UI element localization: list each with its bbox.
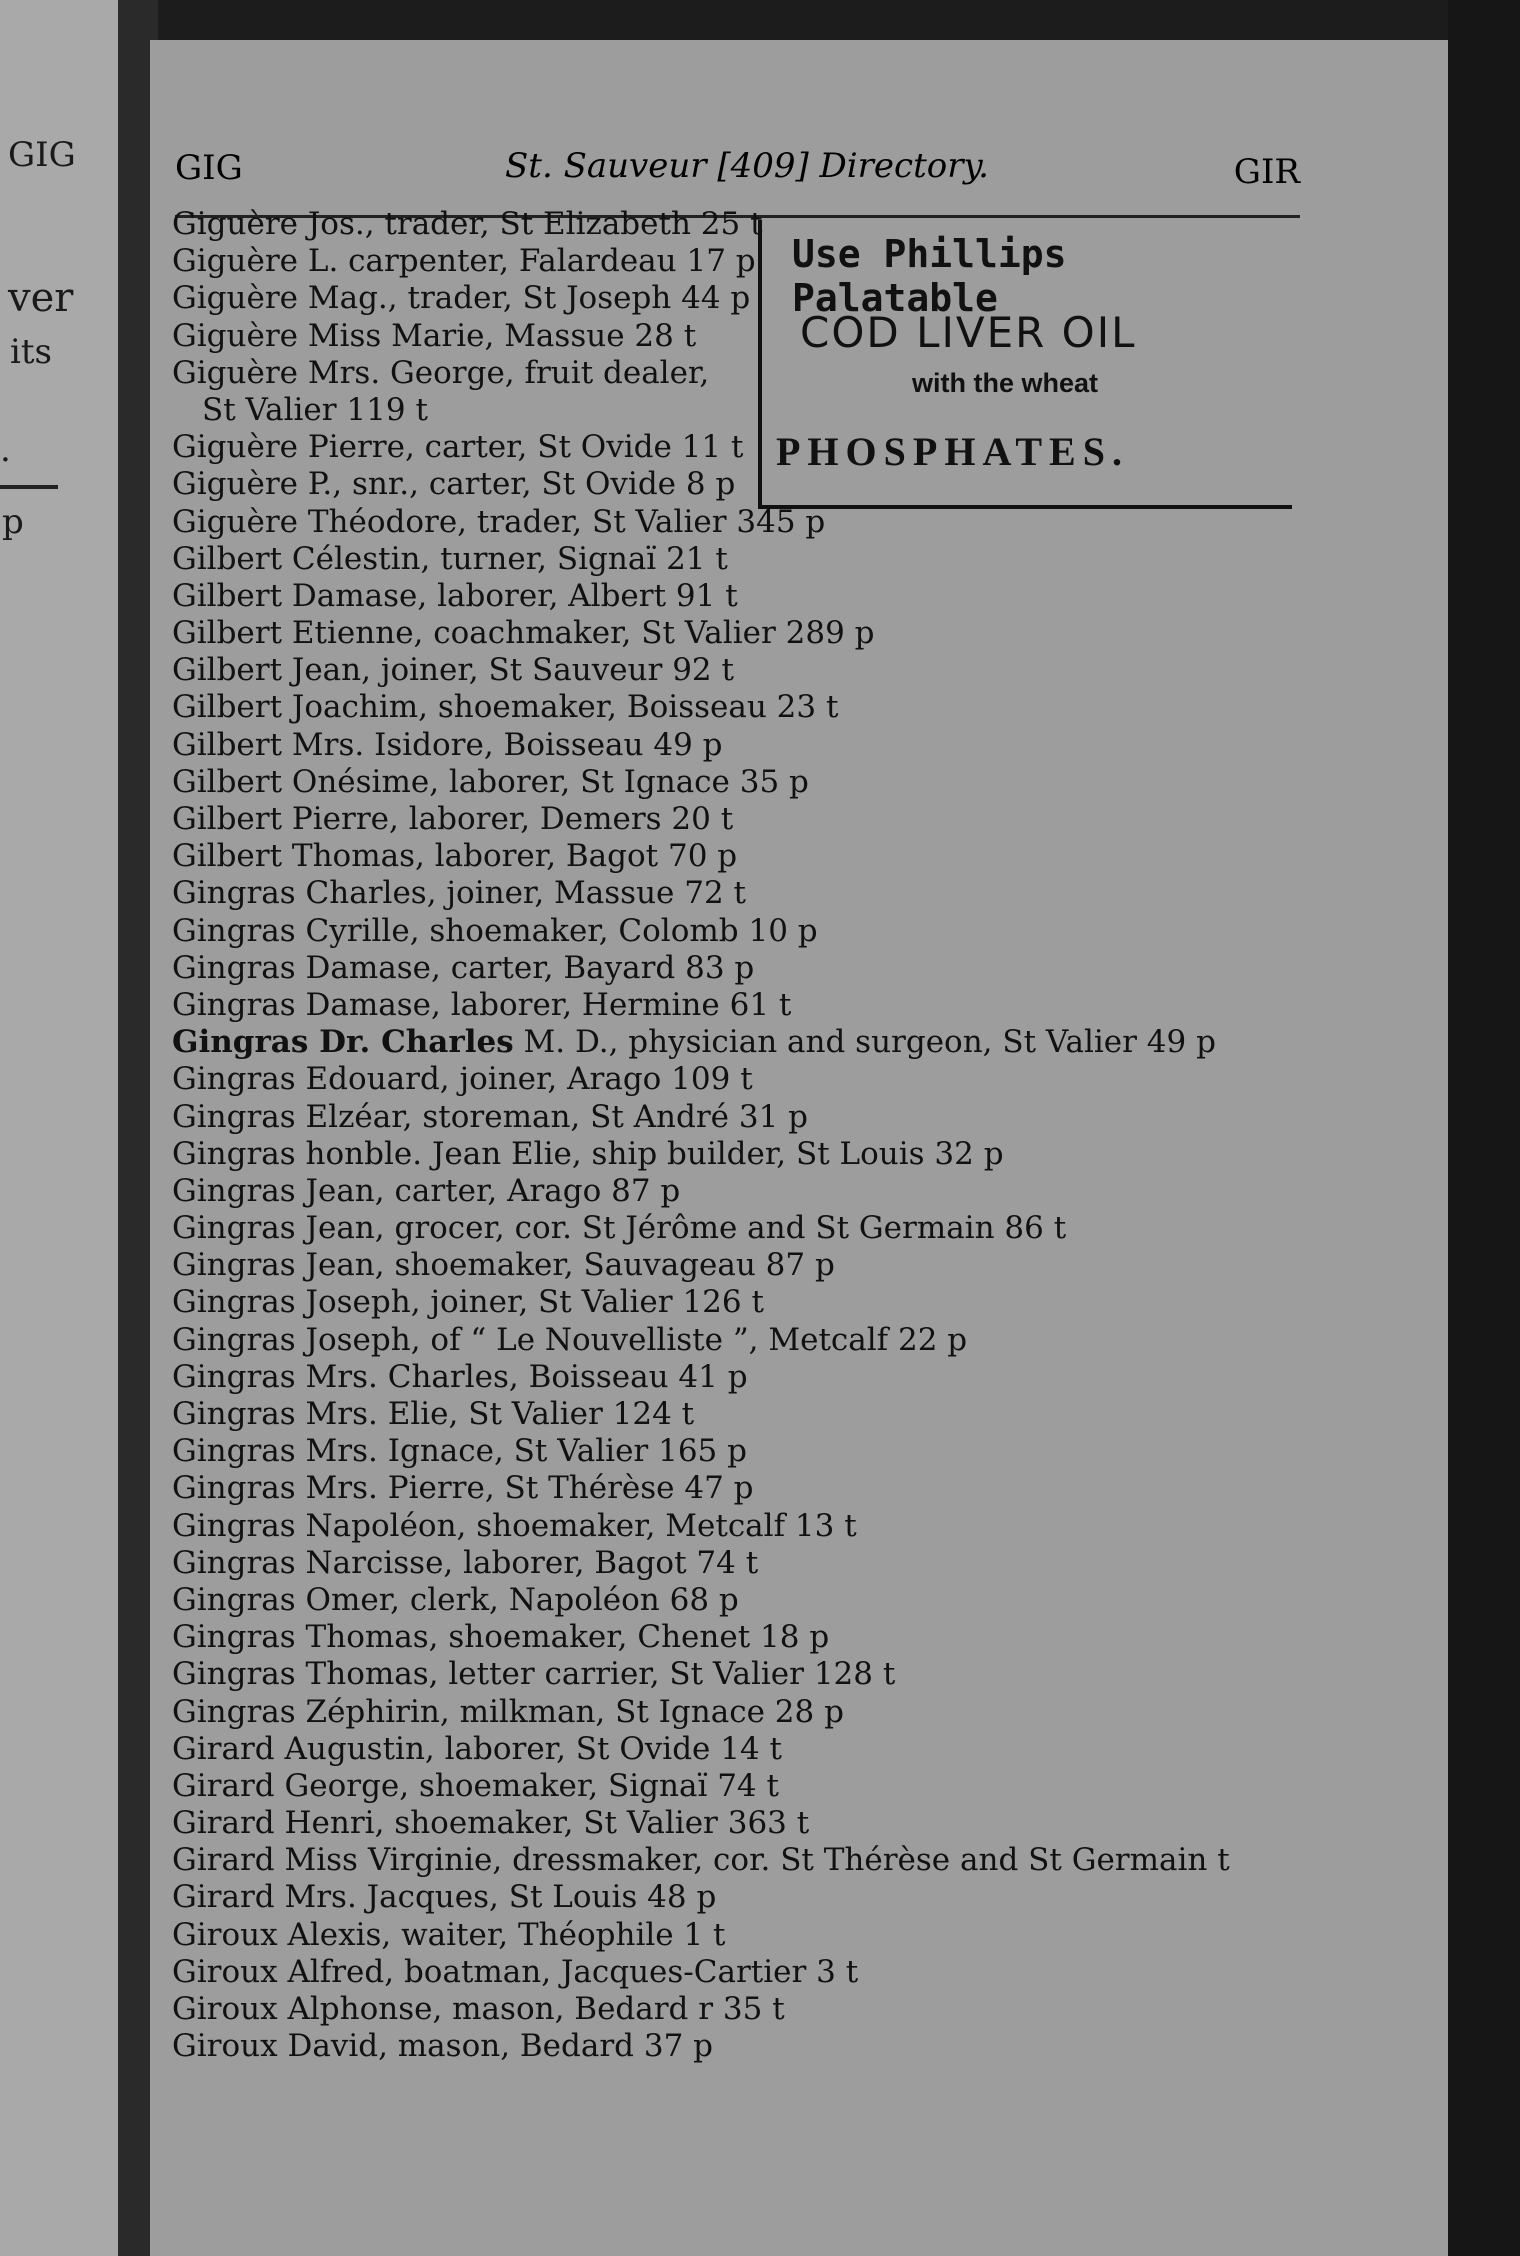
facing-page-rule xyxy=(0,485,58,489)
directory-entry xyxy=(172,764,1312,801)
directory-entry xyxy=(172,1396,1312,1433)
entry-text: Gingras Damase, laborer, Hermine 61 t xyxy=(172,986,792,1023)
entry-text: Gingras Joseph, of “ Le Nouvelliste ”, Metcalf 22 p xyxy=(172,1321,968,1358)
directory-entry xyxy=(172,1694,1312,1731)
entry-text: Giguère Miss Marie, Massue 28 t xyxy=(172,317,697,354)
entry-text: Giguère L. carpenter, Falardeau 17 p xyxy=(172,243,756,280)
entry-text: Gilbert Jean, joiner, St Sauveur 92 t xyxy=(172,652,734,689)
directory-entry xyxy=(172,392,1312,429)
facing-page-fragment: . xyxy=(0,430,11,470)
entry-text: Gingras Edouard, joiner, Arago 109 t xyxy=(172,1061,753,1098)
entry-text: Gilbert Mrs. Isidore, Boisseau 49 p xyxy=(172,726,723,763)
entry-text: Girard Augustin, laborer, St Ovide 14 t xyxy=(172,1730,782,1767)
entry-text: Gingras Mrs. Ignace, St Valier 165 p xyxy=(172,1433,747,1470)
header-title: St. Sauveur [409] Directory. xyxy=(505,146,989,186)
directory-entry xyxy=(172,1582,1312,1619)
running-header xyxy=(175,140,1300,190)
directory-entry xyxy=(172,1470,1312,1507)
directory-entry xyxy=(172,1731,1312,1768)
ad-line-4: PHOSPHATES. xyxy=(776,429,1129,474)
entry-text: Gingras Joseph, joiner, St Valier 126 t xyxy=(172,1284,764,1321)
directory-entry xyxy=(172,1210,1312,1247)
entry-text: Gingras Thomas, letter carrier, St Valier 128 t xyxy=(172,1656,896,1693)
facing-page-fragment: its xyxy=(10,332,52,372)
entry-text: Gilbert Célestin, turner, Signaï 21 t xyxy=(172,540,728,577)
entry-text: Girard George, shoemaker, Signaï 74 t xyxy=(172,1767,779,1804)
entry-text: Gilbert Onésime, laborer, St Ignace 35 p xyxy=(172,763,809,800)
entry-text: Girard Miss Virginie, dressmaker, cor. St Thérèse and St Germain t xyxy=(172,1842,1230,1879)
entry-text: Gingras Cyrille, shoemaker, Colomb 10 p xyxy=(172,912,818,949)
directory-entry xyxy=(172,801,1312,838)
entry-bold-name: Gingras Dr. Charles xyxy=(172,1024,514,1061)
directory-entry xyxy=(172,2028,1312,2065)
entry-text: Gilbert Etienne, coachmaker, St Valier 289 p xyxy=(172,615,875,652)
directory-entry xyxy=(172,1061,1312,1098)
directory-entry xyxy=(172,875,1312,912)
directory-entry xyxy=(172,1656,1312,1693)
entry-text: Gingras Mrs. Elie, St Valier 124 t xyxy=(172,1396,695,1432)
directory-entry xyxy=(172,504,1312,541)
entry-text: Gilbert Damase, laborer, Albert 91 t xyxy=(172,577,738,614)
directory-entry xyxy=(172,689,1312,726)
directory-entry xyxy=(172,243,1312,280)
entry-text: Giroux Alexis, waiter, Théophile 1 t xyxy=(172,1916,726,1953)
ad-line-3: with the wheat xyxy=(912,368,1099,398)
entry-text: Gingras Damase, carter, Bayard 83 p xyxy=(172,949,755,986)
entry-text: Giroux David, mason, Bedard 37 p xyxy=(172,2028,714,2065)
entry-text: Giguère Théodore, trader, St Valier 345 p xyxy=(172,503,826,540)
entry-text: Giguère Jos., trader, St Elizabeth 25 t xyxy=(172,206,763,242)
entry-text: Giguère P., snr., carter, St Ovide 8 p xyxy=(172,466,736,503)
facing-page-fragment: GIG xyxy=(8,135,76,175)
directory-entry xyxy=(172,1879,1312,1916)
directory-entry xyxy=(172,318,1312,355)
directory-entry xyxy=(172,950,1312,987)
entry-text: Giroux Alphonse, mason, Bedard r 35 t xyxy=(172,1991,785,2027)
directory-entry xyxy=(172,578,1312,615)
ad-line-2: COD LIVER OIL xyxy=(800,308,1137,357)
directory-entry xyxy=(172,838,1312,875)
entry-text: Girard Mrs. Jacques, St Louis 48 p xyxy=(172,1879,717,1916)
directory-entry xyxy=(172,429,1312,466)
directory-entry xyxy=(172,1508,1312,1545)
directory-entry xyxy=(172,913,1312,950)
directory-entry xyxy=(172,1545,1312,1582)
entry-text: Giroux Alfred, boatman, Jacques-Cartier 3 t xyxy=(172,1953,859,1990)
directory-entry xyxy=(172,1433,1312,1470)
entry-text: Giguère Mrs. George, fruit dealer, xyxy=(172,354,710,391)
header-left-guide-word: GIG xyxy=(175,148,243,188)
facing-page-edge xyxy=(0,0,118,2256)
directory-entry xyxy=(172,1917,1312,1954)
directory-entry xyxy=(172,1954,1312,1991)
entry-text: Gingras Zéphirin, milkman, St Ignace 28 p xyxy=(172,1693,844,1730)
directory-entry xyxy=(172,541,1312,578)
entry-text: Gingras Mrs. Pierre, St Thérèse 47 p xyxy=(172,1470,754,1507)
directory-entry xyxy=(172,1805,1312,1842)
entry-text: Gingras Thomas, shoemaker, Chenet 18 p xyxy=(172,1619,830,1656)
ad-line-1: Use Phillips Palatable xyxy=(792,232,1067,320)
entry-text: Gingras Elzéar, storeman, St André 31 p xyxy=(172,1098,809,1135)
entry-text: Gingras Napoléon, shoemaker, Metcalf 13 t xyxy=(172,1507,857,1544)
entry-text: Gingras Charles, joiner, Massue 72 t xyxy=(172,875,746,912)
directory-entry xyxy=(172,466,1312,503)
entry-text: Gingras Mrs. Charles, Boisseau 41 p xyxy=(172,1358,748,1395)
page-edge-shadow xyxy=(1448,0,1520,2256)
entry-text: Gingras Narcisse, laborer, Bagot 74 t xyxy=(172,1544,759,1581)
directory-entry xyxy=(172,1099,1312,1136)
directory-entry xyxy=(172,1173,1312,1210)
directory-entry xyxy=(172,280,1312,317)
entry-text: Gingras Jean, carter, Arago 87 p xyxy=(172,1172,681,1209)
entry-text: Gingras Omer, clerk, Napoléon 68 p xyxy=(172,1581,739,1618)
directory-entry xyxy=(172,1359,1312,1396)
directory-entry xyxy=(172,1991,1312,2028)
directory-entry xyxy=(172,727,1312,764)
directory-entry xyxy=(172,1768,1312,1805)
entry-text: Gilbert Joachim, shoemaker, Boisseau 23 t xyxy=(172,689,839,726)
entry-text: Giguère Pierre, carter, St Ovide 11 t xyxy=(172,429,744,466)
directory-entry xyxy=(172,355,1312,392)
entry-text: Gingras Jean, shoemaker, Sauvageau 87 p xyxy=(172,1247,835,1284)
facing-page-fragment: ver xyxy=(8,275,74,321)
entry-text: M. D., physician and surgeon, St Valier 49 p xyxy=(513,1024,1216,1061)
directory-entry xyxy=(172,987,1312,1024)
entry-text: Gingras Jean, grocer, cor. St Jérôme and St Germain 86 t xyxy=(172,1210,1067,1247)
entry-text: Girard Henri, shoemaker, St Valier 363 t xyxy=(172,1805,810,1842)
entry-text: Gilbert Pierre, laborer, Demers 20 t xyxy=(172,801,734,837)
facing-page-fragment: p xyxy=(2,502,24,542)
directory-entry xyxy=(172,1284,1312,1321)
directory-entry xyxy=(172,1024,1312,1061)
entry-text: Gilbert Thomas, laborer, Bagot 70 p xyxy=(172,838,738,875)
entry-text: St Valier 119 t xyxy=(202,391,428,428)
directory-entries xyxy=(172,206,1312,2065)
directory-entry xyxy=(172,1322,1312,1359)
directory-entry xyxy=(172,1247,1312,1284)
entry-text: Giguère Mag., trader, St Joseph 44 p xyxy=(172,280,751,317)
entry-text: Gingras honble. Jean Elie, ship builder, St Louis 32 p xyxy=(172,1135,1004,1172)
header-right-guide-word: GIR xyxy=(1233,152,1300,192)
directory-entry xyxy=(172,652,1312,689)
directory-entry xyxy=(172,1842,1312,1879)
directory-entry xyxy=(172,1619,1312,1656)
directory-entry xyxy=(172,206,1312,243)
directory-entry xyxy=(172,1136,1312,1173)
directory-entry xyxy=(172,615,1312,652)
